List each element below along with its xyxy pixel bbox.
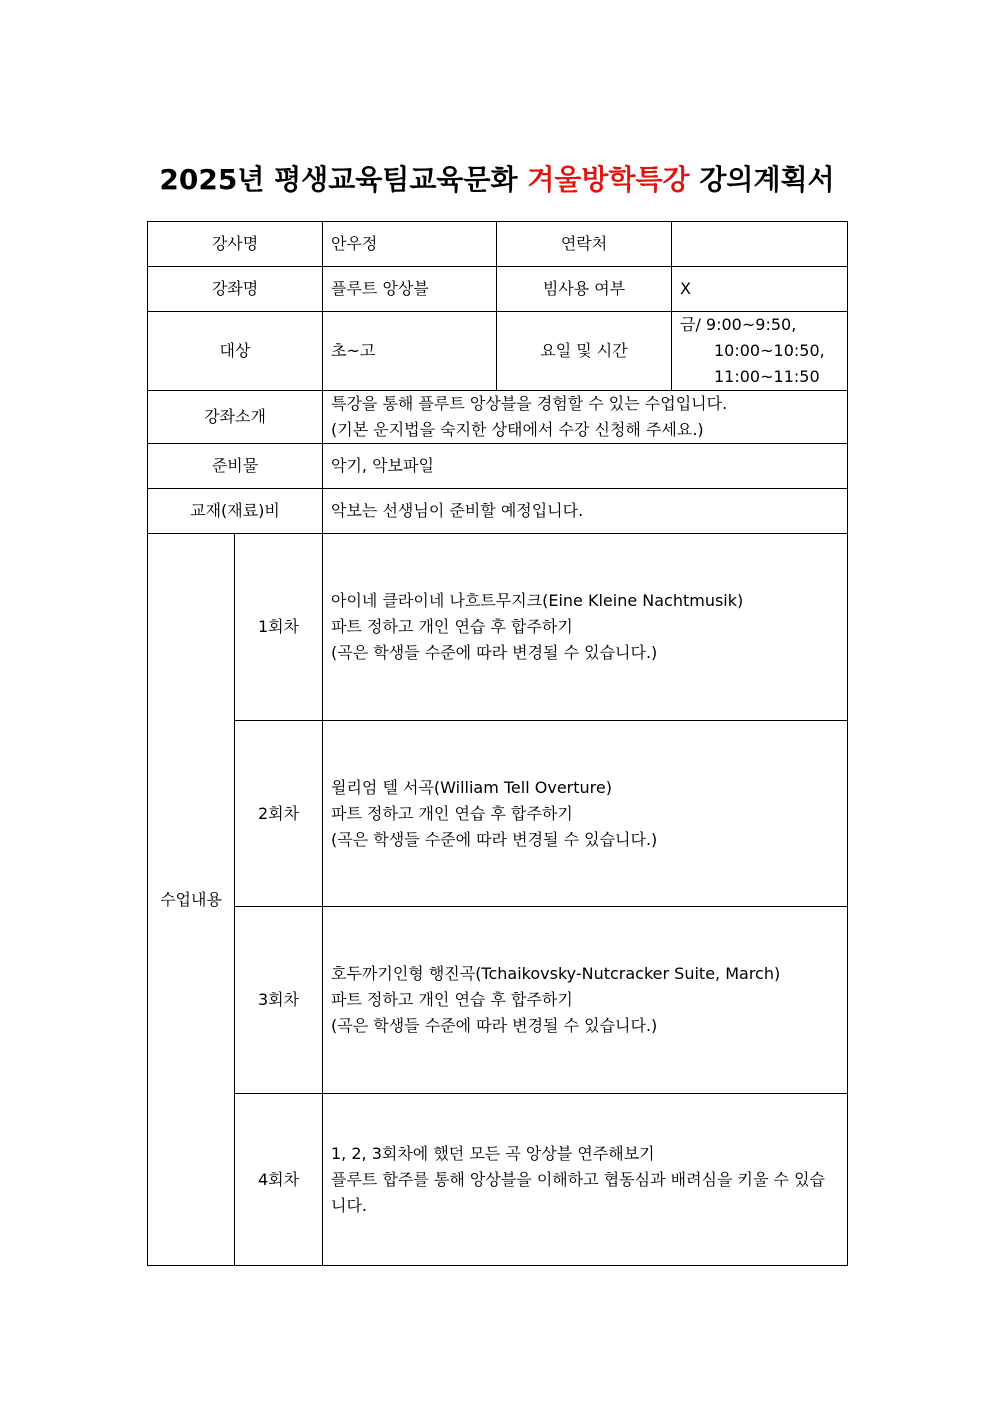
intro-label: 강좌소개 [148,391,323,444]
lecture-plan-table [147,221,848,1266]
room-label: 빔사용 여부 [497,267,672,312]
target-value: 초~고 [323,312,497,391]
session-line: (곡은 학생들 수준에 따라 변경될 수 있습니다.) [331,1016,658,1035]
schedule-line: 11:00~11:50 [714,367,820,386]
session-content [323,721,848,907]
table-row [148,222,848,267]
contact-label: 연락처 [497,222,672,267]
session-row [148,534,848,721]
fee-value: 악보는 선생님이 준비할 예정입니다. [323,489,848,534]
table-row [148,444,848,489]
session-line: 파트 정하고 개인 연습 후 합주하기 [331,803,573,823]
session-content [323,534,848,721]
session-number: 1회차 [235,534,323,721]
target-label: 대상 [148,312,323,391]
title-suffix: 강의계획서 [689,163,835,196]
instructor-value: 안우정 [323,222,497,267]
schedule-line: 금/ 9:00~9:50, [680,315,797,334]
table-row [148,267,848,312]
session-content [323,907,848,1094]
course-value: 플루트 앙상블 [323,267,497,312]
sessions-label: 수업내용 [148,534,235,1266]
intro-line: 특강을 통해 플루트 앙상블을 경험할 수 있는 수업입니다. [331,394,728,413]
session-line: (곡은 학생들 수준에 따라 변경될 수 있습니다.) [331,829,658,849]
session-line: 호두까기인형 행진곡(Tchaikovsky-Nutcracker Suite, March) [331,964,781,983]
session-row [148,907,848,1094]
session-content [323,1094,848,1266]
contact-value [672,222,848,267]
session-line: 파트 정하고 개인 연습 후 합주하기 [331,990,573,1009]
table-row [148,391,848,444]
session-line: 파트 정하고 개인 연습 후 합주하기 [331,617,573,636]
session-line: 1, 2, 3회차에 했던 모든 곡 앙상블 연주해보기 [331,1143,655,1163]
session-line: (곡은 학생들 수준에 따라 변경될 수 있습니다.) [331,643,658,662]
schedule-line: 10:00~10:50, [714,341,825,360]
session-number: 2회차 [235,721,323,907]
session-row [148,721,848,907]
materials-label: 준비물 [148,444,323,489]
session-line: 윌리엄 텔 서곡(William Tell Overture) [331,777,612,797]
schedule-value [672,312,848,391]
session-line: 아이네 클라이네 나흐트무지크(Eine Kleine Nachtmusik) [331,591,744,610]
intro-line: (기본 운지법을 숙지한 상태에서 수강 신청해 주세요.) [331,420,704,439]
course-label: 강좌명 [148,267,323,312]
intro-value [323,391,848,444]
title-prefix: 2025년 평생교육팀교육문화 [159,163,528,196]
instructor-label: 강사명 [148,222,323,267]
session-line: 플루트 합주를 통해 앙상블을 이해하고 협동심과 배려심을 키울 수 있습니다. [331,1169,825,1215]
session-number: 3회차 [235,907,323,1094]
document-title [147,158,847,198]
table-row [148,489,848,534]
room-value: X [672,267,848,312]
schedule-label: 요일 및 시간 [497,312,672,391]
session-number: 4회차 [235,1094,323,1266]
table-row [148,312,848,391]
session-row [148,1094,848,1266]
materials-value: 악기, 악보파일 [323,444,848,489]
fee-label: 교재(재료)비 [148,489,323,534]
title-accent: 겨울방학특강 [527,163,690,196]
